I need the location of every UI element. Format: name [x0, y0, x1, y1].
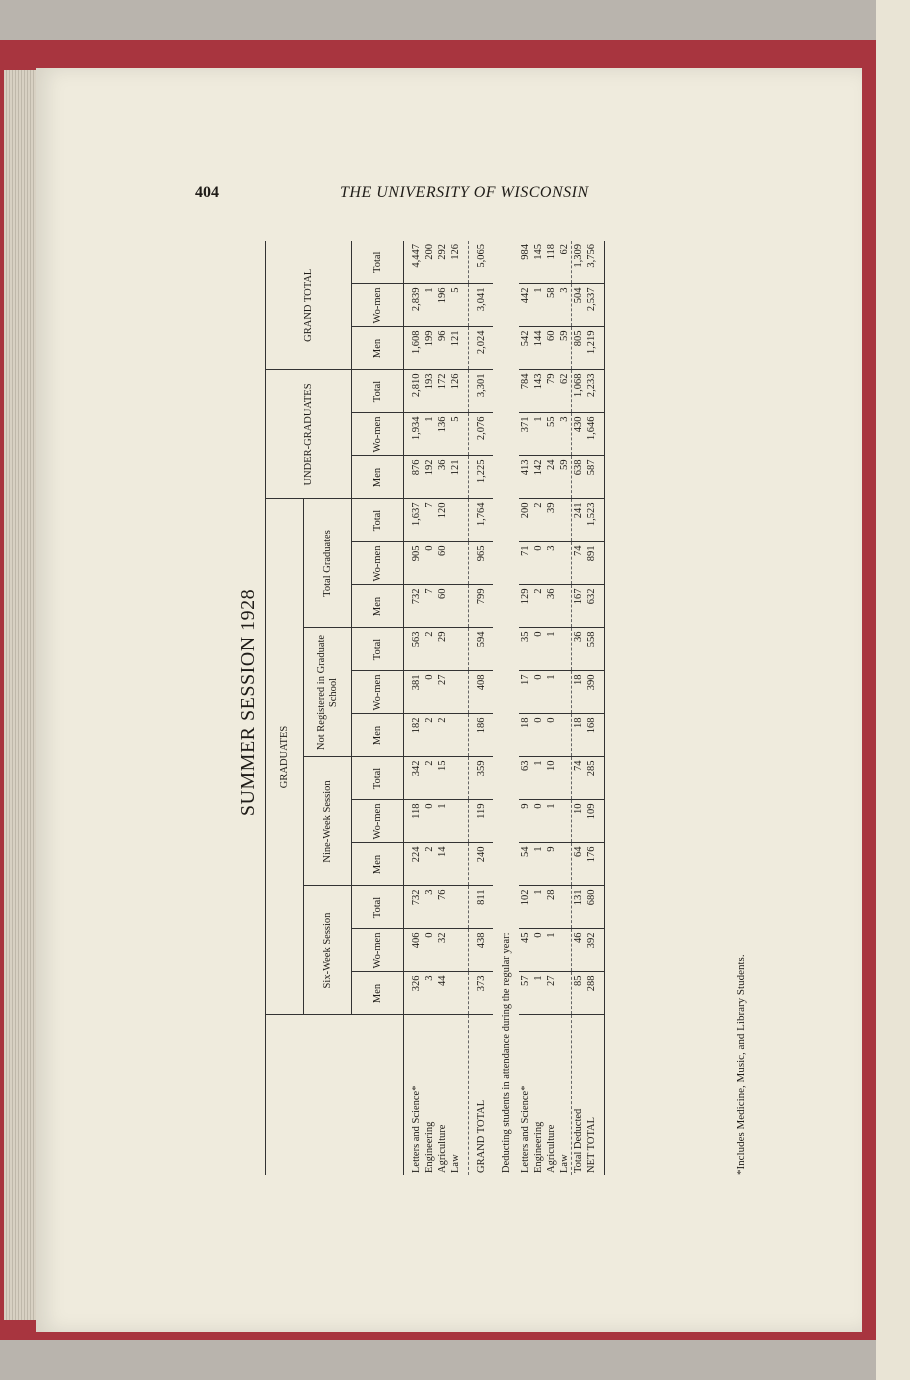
table-cell: 1,646 — [585, 413, 598, 456]
table-cell: 0 — [423, 542, 436, 585]
table-cell: 965 — [469, 542, 494, 585]
table-row — [410, 241, 423, 1175]
table-cell: 680 — [585, 886, 598, 929]
table-cell: 2,537 — [585, 284, 598, 327]
header-graduates: GRADUATES — [266, 499, 304, 1015]
table-cell: 632 — [585, 585, 598, 628]
table-cell: 1 — [423, 284, 436, 327]
table-cell: 0 — [532, 542, 545, 585]
table-cell — [449, 499, 462, 542]
table-cell — [598, 413, 605, 456]
header-grand-total: GRAND TOTAL — [266, 241, 352, 370]
table-cell: 46 — [572, 929, 586, 972]
table-cell: 24 — [545, 456, 558, 499]
table-cell: 3 — [423, 886, 436, 929]
table-cell — [598, 628, 605, 671]
table-cell: 167 — [572, 585, 586, 628]
header-not-registered: Not Registered in Graduate School — [304, 628, 352, 757]
table-cell: 2 — [423, 714, 436, 757]
table-row — [532, 241, 545, 1175]
header-men: Men — [352, 843, 404, 886]
header-six-week: Six-Week Session — [304, 886, 352, 1015]
table-cell: 28 — [545, 886, 558, 929]
table-cell: 0 — [545, 714, 558, 757]
header-men: Men — [352, 327, 404, 370]
row-label: Engineering — [533, 1121, 544, 1173]
header-men: Men — [352, 972, 404, 1015]
table-cell: 2,024 — [469, 327, 494, 370]
table-cell: 79 — [545, 370, 558, 413]
table-cell: 442 — [519, 284, 532, 327]
table-cell: 18 — [519, 714, 532, 757]
table-cell: 196 — [436, 284, 449, 327]
table-cell: 1,309 — [572, 241, 586, 284]
table-cell: 1,764 — [469, 499, 494, 542]
table-cell: 381 — [410, 671, 423, 714]
header-total: Total — [352, 499, 404, 542]
table-cell: 732 — [410, 886, 423, 929]
table-cell: 118 — [545, 241, 558, 284]
table-cell: 199 — [423, 327, 436, 370]
table-cell — [598, 499, 605, 542]
table-cell — [558, 800, 572, 843]
table-cell: 131 — [572, 886, 586, 929]
table-cell: 406 — [410, 929, 423, 972]
table-cell: 371 — [519, 413, 532, 456]
table-cell: 430 — [572, 413, 586, 456]
enrollment-table — [265, 241, 605, 1175]
table-cell: 54 — [519, 843, 532, 886]
table-cell — [449, 972, 462, 1015]
header-women: Wo-men — [352, 929, 404, 972]
page-stack-edges — [4, 70, 38, 1320]
header-total: Total — [352, 370, 404, 413]
table-cell: 0 — [532, 800, 545, 843]
table-cell: 326 — [410, 972, 423, 1015]
table-cell — [558, 585, 572, 628]
table-cell: 392 — [585, 929, 598, 972]
table-cell: 129 — [519, 585, 532, 628]
table-cell: 408 — [469, 671, 494, 714]
header-women: Wo-men — [352, 671, 404, 714]
table-cell: 7 — [423, 499, 436, 542]
header-men: Men — [352, 585, 404, 628]
page-header — [195, 184, 665, 208]
header-total: Total — [352, 628, 404, 671]
table-cell: 126 — [449, 370, 462, 413]
header-total: Total — [352, 757, 404, 800]
table-cell: 76 — [436, 886, 449, 929]
table-cell — [598, 671, 605, 714]
footnote: *Includes Medicine, Music, and Library Students. — [735, 954, 747, 1175]
table-cell: 109 — [585, 800, 598, 843]
table-cell: 182 — [410, 714, 423, 757]
table-cell: 0 — [532, 628, 545, 671]
table-row — [545, 241, 558, 1175]
table-cell — [598, 757, 605, 800]
table-cell: 0 — [532, 671, 545, 714]
table-cell — [558, 972, 572, 1015]
table-cell: 0 — [532, 714, 545, 757]
table-cell — [449, 714, 462, 757]
table-cell: 4,447 — [410, 241, 423, 284]
table-cell: 1 — [545, 628, 558, 671]
table-cell — [558, 843, 572, 886]
row-label: Letters and Science* — [411, 1085, 422, 1173]
row-label: NET TOTAL — [586, 1116, 597, 1173]
table-cell: 1,523 — [585, 499, 598, 542]
table-row — [585, 241, 598, 1175]
table-cell: 186 — [469, 714, 494, 757]
table-cell: 1 — [545, 929, 558, 972]
table-cell: 62 — [558, 370, 572, 413]
header-total-graduates: Total Graduates — [304, 499, 352, 628]
table-row — [558, 241, 572, 1175]
row-label: GRAND TOTAL — [469, 1015, 494, 1175]
table-cell: 121 — [449, 456, 462, 499]
table-cell: 60 — [436, 585, 449, 628]
table-cell: 390 — [585, 671, 598, 714]
table-cell: 27 — [545, 972, 558, 1015]
table-cell: 342 — [410, 757, 423, 800]
table-cell: 558 — [585, 628, 598, 671]
header-men: Men — [352, 714, 404, 757]
table-cell: 5 — [449, 413, 462, 456]
table-row — [519, 241, 532, 1175]
table-cell: 0 — [423, 671, 436, 714]
table-cell: 143 — [532, 370, 545, 413]
table-cell: 224 — [410, 843, 423, 886]
deducting-row — [493, 241, 519, 1175]
table-cell: 126 — [449, 241, 462, 284]
table-cell: 1,225 — [469, 456, 494, 499]
table-cell: 811 — [469, 886, 494, 929]
header-nine-week: Nine-Week Session — [304, 757, 352, 886]
table-cell: 5 — [449, 284, 462, 327]
table-cell: 3 — [545, 542, 558, 585]
row-label: Total Deducted — [572, 1015, 586, 1175]
table-cell: 3,041 — [469, 284, 494, 327]
table-cell: 71 — [519, 542, 532, 585]
table-cell: 876 — [410, 456, 423, 499]
table-cell: 168 — [585, 714, 598, 757]
table-row — [572, 241, 586, 1175]
table-cell — [598, 843, 605, 886]
header-women: Wo-men — [352, 800, 404, 843]
table-cell: 1 — [532, 284, 545, 327]
table-cell: 1 — [532, 757, 545, 800]
table-cell: 200 — [519, 499, 532, 542]
table-cell: 241 — [572, 499, 586, 542]
table-cell: 1,637 — [410, 499, 423, 542]
table-cell: 57 — [519, 972, 532, 1015]
table-cell: 59 — [558, 327, 572, 370]
table-cell: 292 — [436, 241, 449, 284]
table-cell: 587 — [585, 456, 598, 499]
table-cell: 438 — [469, 929, 494, 972]
rotated-table-block — [235, 230, 775, 1175]
table-cell: 240 — [469, 843, 494, 886]
table-cell: 638 — [572, 456, 586, 499]
table-cell — [598, 241, 605, 284]
table-cell: 594 — [469, 628, 494, 671]
table-cell — [449, 542, 462, 585]
table-cell: 1,934 — [410, 413, 423, 456]
row-label: Engineering — [424, 1121, 435, 1173]
table-cell: 288 — [585, 972, 598, 1015]
table-cell: 905 — [410, 542, 423, 585]
table-cell: 542 — [519, 327, 532, 370]
table-cell — [598, 714, 605, 757]
table-cell: 74 — [572, 542, 586, 585]
table-row — [436, 241, 449, 1175]
table-cell: 3 — [423, 972, 436, 1015]
table-cell: 32 — [436, 929, 449, 972]
table-cell — [449, 757, 462, 800]
table-cell: 1 — [436, 800, 449, 843]
table-cell: 732 — [410, 585, 423, 628]
table-cell: 102 — [519, 886, 532, 929]
table-cell: 2,076 — [469, 413, 494, 456]
table-cell: 5,065 — [469, 241, 494, 284]
table-cell: 18 — [572, 714, 586, 757]
table-cell: 17 — [519, 671, 532, 714]
table-cell: 145 — [532, 241, 545, 284]
table-cell: 2 — [423, 757, 436, 800]
row-label: Agriculture — [546, 1124, 557, 1173]
table-cell: 0 — [423, 929, 436, 972]
table-cell: 193 — [423, 370, 436, 413]
table-cell: 3 — [558, 413, 572, 456]
header-total: Total — [352, 241, 404, 284]
table-cell: 2 — [532, 499, 545, 542]
table-cell: 373 — [469, 972, 494, 1015]
table-cell — [598, 456, 605, 499]
table-cell: 200 — [423, 241, 436, 284]
table-cell — [558, 542, 572, 585]
table-cell — [558, 929, 572, 972]
header-undergraduates: UNDER-GRADUATES — [266, 370, 352, 499]
table-cell: 85 — [572, 972, 586, 1015]
table-cell: 192 — [423, 456, 436, 499]
table-cell: 285 — [585, 757, 598, 800]
table-cell — [449, 628, 462, 671]
table-cell: 1 — [545, 671, 558, 714]
table-cell: 359 — [469, 757, 494, 800]
table-cell — [598, 327, 605, 370]
table-cell: 35 — [519, 628, 532, 671]
header-total: Total — [352, 886, 404, 929]
table-cell: 799 — [469, 585, 494, 628]
page-number: 404 — [195, 184, 219, 201]
table-cell: 176 — [585, 843, 598, 886]
table-cell: 172 — [436, 370, 449, 413]
table-cell: 55 — [545, 413, 558, 456]
table-cell — [598, 284, 605, 327]
table-cell: 10 — [572, 800, 586, 843]
table-body — [404, 241, 605, 1175]
table-cell — [598, 929, 605, 972]
table-cell: 10 — [545, 757, 558, 800]
table-cell: 805 — [572, 327, 586, 370]
table-cell: 18 — [572, 671, 586, 714]
table-row — [449, 241, 462, 1175]
table-cell: 1 — [532, 972, 545, 1015]
table-cell: 3,756 — [585, 241, 598, 284]
table-cell: 27 — [436, 671, 449, 714]
table-cell — [598, 542, 605, 585]
table-cell — [598, 886, 605, 929]
table-cell: 1 — [532, 413, 545, 456]
table-cell — [558, 499, 572, 542]
table-cell — [598, 972, 605, 1015]
table-cell: 60 — [545, 327, 558, 370]
table-cell: 7 — [423, 585, 436, 628]
table-cell: 0 — [532, 929, 545, 972]
table-row — [423, 241, 436, 1175]
table-cell: 63 — [519, 757, 532, 800]
table-cell: 1 — [423, 413, 436, 456]
table-cell: 784 — [519, 370, 532, 413]
table-cell: 15 — [436, 757, 449, 800]
table-cell: 1,068 — [572, 370, 586, 413]
table-cell: 96 — [436, 327, 449, 370]
table-cell: 2 — [436, 714, 449, 757]
running-title: THE UNIVERSITY OF WISCONSIN — [340, 184, 589, 201]
header-women: Wo-men — [352, 284, 404, 327]
table-cell: 1 — [532, 843, 545, 886]
row-label: Letters and Science* — [520, 1085, 531, 1173]
table-cell — [558, 671, 572, 714]
row-label: Law — [559, 1154, 570, 1173]
table-cell: 58 — [545, 284, 558, 327]
table-cell: 9 — [519, 800, 532, 843]
adjacent-page-strip — [876, 0, 910, 1380]
table-cell: 3,301 — [469, 370, 494, 413]
table-cell: 413 — [519, 456, 532, 499]
table-cell: 563 — [410, 628, 423, 671]
table-cell: 891 — [585, 542, 598, 585]
table-cell: 36 — [572, 628, 586, 671]
table-cell: 60 — [436, 542, 449, 585]
table-cell: 504 — [572, 284, 586, 327]
table-cell: 36 — [545, 585, 558, 628]
table-cell: 136 — [436, 413, 449, 456]
table-cell — [558, 628, 572, 671]
table-cell: 2 — [423, 843, 436, 886]
table-cell — [598, 370, 605, 413]
table-cell: 0 — [423, 800, 436, 843]
table-cell: 44 — [436, 972, 449, 1015]
table-cell: 59 — [558, 456, 572, 499]
table-cell: 1 — [545, 800, 558, 843]
table-cell: 45 — [519, 929, 532, 972]
table-cell: 984 — [519, 241, 532, 284]
table-cell — [558, 886, 572, 929]
table-cell — [449, 671, 462, 714]
table-cell: 2 — [423, 628, 436, 671]
row-label: Agriculture — [437, 1124, 448, 1173]
table-cell: 14 — [436, 843, 449, 886]
table-cell: 144 — [532, 327, 545, 370]
table-cell — [558, 757, 572, 800]
table-cell: 62 — [558, 241, 572, 284]
table-cell: 119 — [469, 800, 494, 843]
table-cell — [449, 585, 462, 628]
table-cell: 121 — [449, 327, 462, 370]
table-cell — [449, 886, 462, 929]
table-cell — [558, 714, 572, 757]
row-label — [598, 1015, 605, 1175]
header-women: Wo-men — [352, 542, 404, 585]
table-cell — [449, 929, 462, 972]
deducting-label: Deducting students in attendance during the regular year: — [500, 932, 512, 1173]
table-cell: 9 — [545, 843, 558, 886]
table-cell: 2,233 — [585, 370, 598, 413]
table-cell: 1,219 — [585, 327, 598, 370]
table-cell — [449, 800, 462, 843]
table-cell — [598, 800, 605, 843]
table-cell: 3 — [558, 284, 572, 327]
row-label: Law — [450, 1154, 461, 1173]
table-cell: 118 — [410, 800, 423, 843]
table-cell: 1 — [532, 886, 545, 929]
table-cell: 36 — [436, 456, 449, 499]
table-cell: 142 — [532, 456, 545, 499]
table-title: SUMMER SESSION 1928 — [237, 588, 259, 817]
end-row — [598, 241, 605, 1175]
table-row — [469, 241, 494, 1175]
table-cell: 2 — [532, 585, 545, 628]
table-cell — [449, 843, 462, 886]
header-women: Wo-men — [352, 413, 404, 456]
table-cell: 2,810 — [410, 370, 423, 413]
table-cell: 74 — [572, 757, 586, 800]
table-cell: 2,839 — [410, 284, 423, 327]
header-men: Men — [352, 456, 404, 499]
table-cell: 1,608 — [410, 327, 423, 370]
table-cell: 120 — [436, 499, 449, 542]
table-cell: 64 — [572, 843, 586, 886]
table-cell: 39 — [545, 499, 558, 542]
table-cell — [598, 585, 605, 628]
table-cell: 29 — [436, 628, 449, 671]
stub-header — [266, 1015, 404, 1175]
